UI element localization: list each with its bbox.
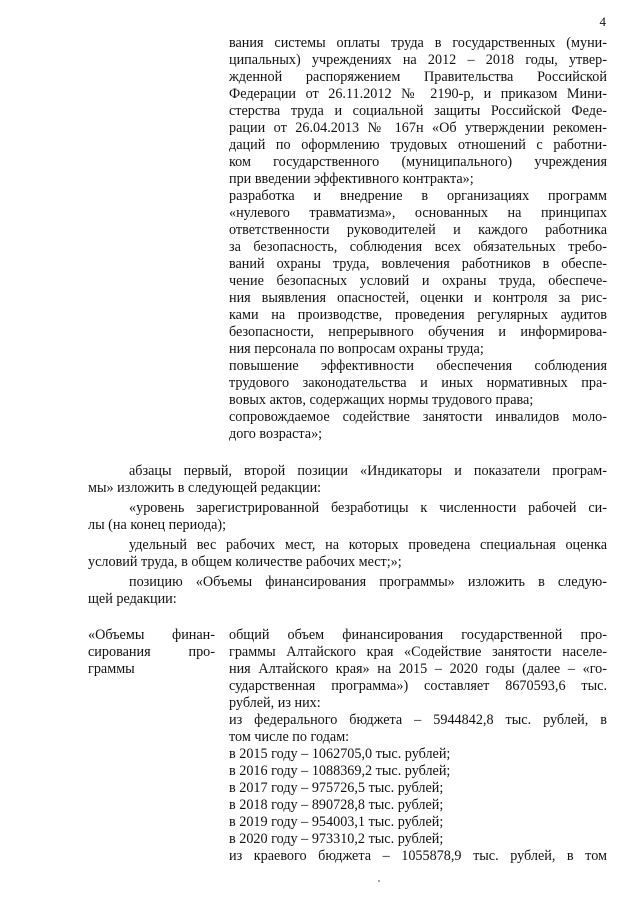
- text-line: ния выявления опасностей, оценки и контроля за рис-: [229, 290, 607, 306]
- text-line: вовых актов, содержащих нормы трудового права;: [229, 392, 534, 408]
- value-line: рублей, из них:: [229, 695, 321, 711]
- scan-speck: [378, 880, 380, 882]
- text-line: повышение эффективности обеспечения соблюдения: [229, 358, 607, 374]
- text-line: дого возраста»;: [229, 426, 323, 442]
- value-line: в 2016 году – 1088369,2 тыс. рублей;: [229, 763, 451, 779]
- value-line: в 2015 году – 1062705,0 тыс. рублей;: [229, 746, 451, 762]
- label-line: сирования про-: [88, 644, 215, 660]
- text-line: Федерации от 26.11.2012 № 2190-р, и приказом Мини-: [229, 86, 607, 102]
- text-line: жденной распоряжением Правительства Российской: [229, 69, 607, 85]
- text-line: ками на производстве, проведения регулярных аудитов: [229, 307, 607, 323]
- value-line: ния Алтайского края» на 2015 – 2020 годы (далее – «го-: [229, 661, 607, 677]
- text-line: ваний охраны труда, вовлечения работников в обеспе-: [229, 256, 607, 272]
- value-line: граммы Алтайского края «Содействие занятости населе-: [229, 644, 607, 660]
- text-line: рации от 26.04.2013 № 167н «Об утверждении рекомен-: [229, 120, 607, 136]
- text-line: сопровождаемое содействие занятости инвалидов моло-: [229, 409, 607, 425]
- text-line: даций по оформлению трудовых отношений с работни-: [229, 137, 607, 153]
- paragraph-line: условий труда, в общем количестве рабочих мест;»;: [88, 554, 402, 570]
- text-line: ком государственного (муниципального) учреждения: [229, 154, 607, 170]
- label-line: граммы: [88, 661, 135, 677]
- text-line: ния персонала по вопросам охраны труда;: [229, 341, 484, 357]
- text-line: вания системы оплаты труда в государственных (муни-: [229, 35, 607, 51]
- paragraph-line: удельный вес рабочих мест, на которых проведена специальная оценка: [129, 537, 607, 553]
- value-line: в 2017 году – 975726,5 тыс. рублей;: [229, 780, 444, 796]
- paragraph-line: абзацы первый, второй позиции «Индикаторы и показатели програм-: [129, 463, 607, 479]
- paragraph-line: «уровень зарегистрированной безработицы к численности рабочей си-: [129, 500, 607, 516]
- text-line: трудового законодательства и иных нормативных пра-: [229, 375, 607, 391]
- paragraph-line: щей редакции:: [88, 591, 177, 607]
- paragraph-line: позицию «Объемы финансирования программы» изложить в следую-: [129, 574, 607, 590]
- value-line: в 2019 году – 954003,1 тыс. рублей;: [229, 814, 444, 830]
- value-line: из федерального бюджета – 5944842,8 тыс. рублей, в: [229, 712, 607, 728]
- text-line: за безопасность, соблюдения всех обязательных требо-: [229, 239, 607, 255]
- paragraph-line: лы (на конец периода);: [88, 517, 227, 533]
- value-line: из краевого бюджета – 1055878,9 тыс. рублей, в том: [229, 848, 607, 864]
- text-line: «нулевого травматизма», основанных на принципах: [229, 205, 607, 221]
- label-line: «Объемы финан-: [88, 627, 215, 643]
- value-line: том числе по годам:: [229, 729, 350, 745]
- text-line: безопасности, непрерывного обучения и информирова-: [229, 324, 607, 340]
- text-line: чение безопасных условий и охраны труда, обеспече-: [229, 273, 607, 289]
- text-line: разработка и внедрение в организациях программ: [229, 188, 607, 204]
- value-line: в 2018 году – 890728,8 тыс. рублей;: [229, 797, 444, 813]
- value-line: в 2020 году – 973310,2 тыс. рублей;: [229, 831, 444, 847]
- text-line: ответственности руководителей и каждого работника: [229, 222, 607, 238]
- value-line: сударственная программа») составляет 8670593,6 тыс.: [229, 678, 607, 694]
- text-line: при введении эффективного контракта»;: [229, 171, 474, 187]
- text-line: ципальных) учреждениях на 2012 – 2018 годы, утвер-: [229, 52, 607, 68]
- text-line: стерства труда и социальной защиты Российской Феде-: [229, 103, 607, 119]
- paragraph-line: мы» изложить в следующей редакции:: [88, 480, 322, 496]
- value-line: общий объем финансирования государственной про-: [229, 627, 607, 643]
- page-number: 4: [599, 14, 606, 29]
